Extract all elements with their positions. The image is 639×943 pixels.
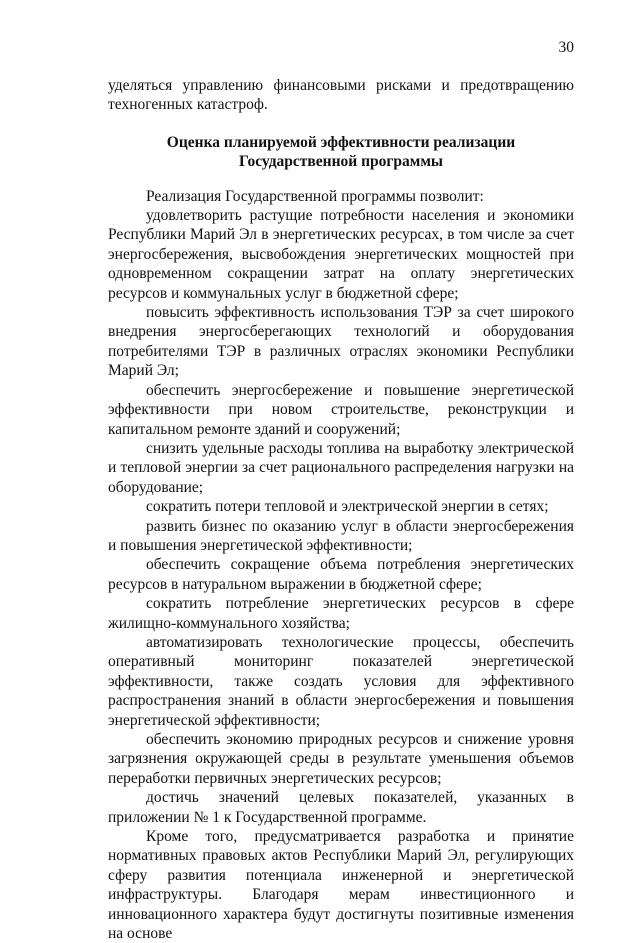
section-heading-line-2: Государственной программы — [239, 153, 443, 171]
list-item: обеспечить экономию природных ресурсов и снижение уровня загрязнения окружающей среды в результате уменьшения объемов переработки первичных энергетических ресурсов; — [108, 731, 574, 787]
list-item: обеспечить сокращение объема потребления энергетических ресурсов в натуральном выражении в бюджетной сфере; — [108, 556, 574, 593]
page-content — [108, 76, 574, 943]
closing-paragraph: Кроме того, предусматривается разработка и принятие нормативных правовых актов Республики Марий Эл, регулирующих сферу развития потенциала инженерной и энергетической инфраструктуры. Благодаря мерам инвестиционного и инновационного характера будут достигнуты позитивные изменения на основе — [108, 828, 574, 943]
list-item: повысить эффективность использования ТЭР за счет широкого внедрения энергосберегающих технологий и оборудования потребителями ТЭР в различных отраслях экономики Республики Марий Эл; — [108, 304, 574, 380]
list-item: сократить потребление энергетических ресурсов в сфере жилищно-коммунального хозяйства; — [108, 595, 574, 632]
list-item: сократить потери тепловой и электрической энергии в сетях; — [146, 498, 549, 516]
continuation-paragraph: уделяться управлению финансовыми рисками и предотвращению техногенных катастроф. — [108, 77, 574, 114]
list-item: обеспечить энергосбережение и повышение энергетической эффективности при новом строительстве, реконструкции и капитальном ремонте зданий и сооружений; — [108, 381, 574, 438]
list-item: развить бизнес по оказанию услуг в области энергосбережения и повышения энергетической эффективности; — [108, 517, 574, 554]
intro-paragraph: Реализация Государственной программы позволит: — [146, 187, 484, 205]
list-item: снизить удельные расходы топлива на выработку электрической и тепловой энергии за счет рационального распределения нагрузки на оборудование; — [108, 439, 574, 496]
list-item: удовлетворить растущие потребности населения и экономики Республики Марий Эл в энергетических ресурсах, в том числе за счет энергосбережения, высвобождения энергетических мощностей при одновременном сокращении затрат на оплату энергетических ресурсов и коммунальных услуг в бюджетной сфере; — [108, 207, 574, 302]
section-heading — [108, 133, 574, 172]
page-number: 30 — [558, 39, 574, 56]
list-item: достичь значений целевых показателей, указанных в приложении № 1 к Государственной программе. — [108, 789, 574, 826]
section-heading-line-1: Оценка планируемой эффективности реализации — [166, 133, 516, 151]
list-item: автоматизировать технологические процессы, обеспечить оперативный мониторинг показателей энергетической эффективности, также создать условия для эффективного распространения знаний в области энергосбережения и повышения энергетической эффективности; — [108, 633, 574, 729]
